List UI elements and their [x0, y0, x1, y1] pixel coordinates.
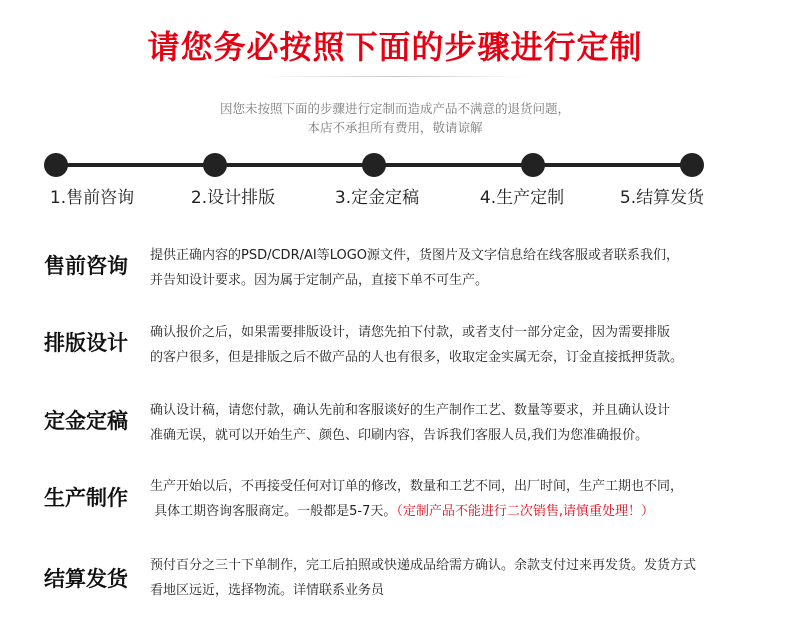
section-body-presale: [150, 243, 750, 293]
section-heading-presale: 售前咨询: [44, 254, 128, 278]
notice-line-2: 本店不承担所有费用，敬请谅解: [307, 120, 483, 135]
section-heading-settlement: 结算发货: [44, 567, 128, 591]
notice-line-1: 因您未按照下面的步骤进行定制而造成产品不满意的退货问题，: [219, 101, 570, 116]
section-line: 看地区远近，选择物流。详情联系业务员: [150, 583, 385, 598]
section-line: 预付百分之三十下单制作，完工后拍照或快递成品给需方确认。余款支付过来再发货。发货方式: [150, 558, 697, 573]
step-label-4: 4.生产定制: [479, 188, 565, 208]
warning-text: （定制产品不能进行二次销售,请慎重处理！）: [396, 504, 655, 519]
title-divider: [260, 76, 530, 77]
section-line: [150, 499, 750, 524]
section-line: 准确无误，就可以开始生产、颜色、印刷内容，告诉我们客服人员,我们为您准确报价。: [150, 428, 649, 443]
section-body-layout: [150, 320, 750, 370]
section-body-production: [150, 474, 750, 524]
section-line: 的客户很多，但是排版之后不做产品的人也有很多，收取定金实属无奈，订金直接抵押货款。: [150, 350, 684, 365]
section-line: 确认报价之后，如果需要排版设计，请您先拍下付款，或者支付一部分定金，因为需要排版: [150, 325, 671, 340]
step-dot-2: [203, 153, 227, 177]
step-dot-3: [362, 153, 386, 177]
section-line-text: 具体工期咨询客服商定。一般都是5-7天。: [154, 504, 397, 519]
step-dot-4: [521, 153, 545, 177]
section-line: 生产开始以后，不再接受任何对订单的修改，数量和工艺不同，出厂时间，生产工期也不同，: [150, 479, 684, 494]
section-line: 提供正确内容的PSD/CDR/AI等LOGO源文件，货图片及文字信息给在线客服或者联系我们，: [150, 248, 680, 263]
section-body-deposit: [150, 398, 750, 448]
step-dot-5: [680, 153, 704, 177]
step-label-5: 5.结算发货: [619, 188, 705, 208]
section-line: 并告知设计要求。因为属于定制产品，直接下单不可生产。: [150, 273, 489, 288]
step-label-3: 3.定金定稿: [334, 188, 420, 208]
section-line: 确认设计稿，请您付款，确认先前和客服谈好的生产制作工艺、数量等要求，并且确认设计: [150, 403, 671, 418]
page-title: 请您务必按照下面的步骤进行定制: [147, 28, 643, 66]
section-body-settlement: [150, 553, 750, 603]
section-heading-deposit: 定金定稿: [44, 409, 128, 433]
section-heading-production: 生产制作: [44, 486, 128, 510]
step-label-2: 2.设计排版: [190, 188, 276, 208]
step-dot-1: [44, 153, 68, 177]
step-label-1: 1.售前咨询: [49, 188, 135, 208]
section-heading-layout: 排版设计: [44, 331, 128, 355]
